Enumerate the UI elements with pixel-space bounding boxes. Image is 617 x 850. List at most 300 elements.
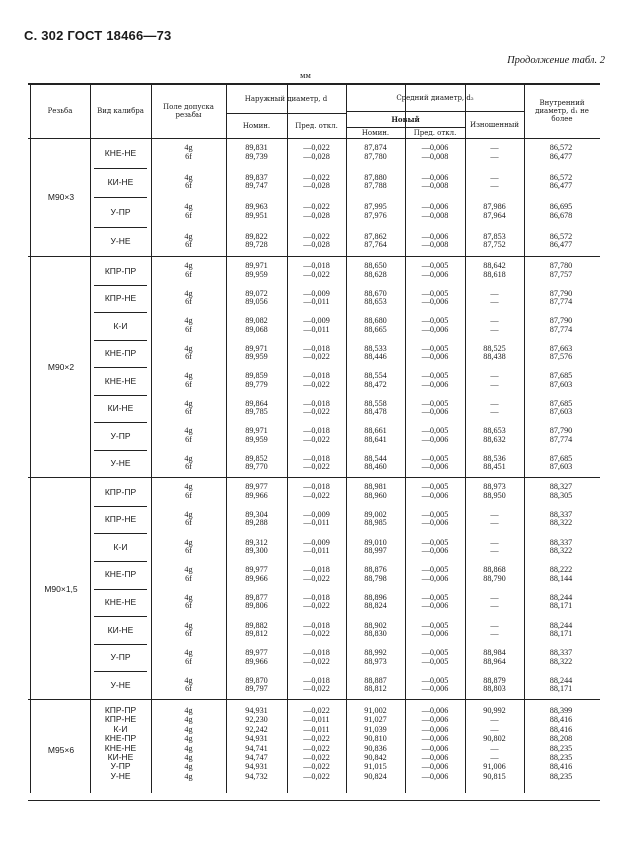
pitch-nominal-cell (346, 138, 405, 168)
outer-nominal-value: 89,068 (245, 324, 268, 334)
worn-cell (465, 395, 524, 423)
tolerance-cell (151, 312, 226, 340)
outer-deviation-value: —0,009 (303, 288, 330, 298)
tolerance-value: 4g (184, 316, 193, 326)
outer-nominal-cell (226, 561, 287, 589)
pitch-nominal-value: 88,992 (364, 648, 387, 658)
outer-deviation-value: —0,022 (303, 172, 330, 182)
pitch-nominal-value: 88,544 (364, 453, 387, 463)
pitch-nominal-cell (346, 478, 405, 506)
inner-diameter-cell (524, 285, 598, 313)
pitch-nominal-value: 88,661 (364, 426, 387, 436)
gauge-type-cell: КИ-НЕ (107, 752, 134, 762)
worn-value: — (490, 601, 499, 611)
inner-diameter-cell (524, 367, 598, 395)
gauge-type-cell: К-И (113, 541, 128, 552)
pitch-deviation-cell (405, 533, 465, 561)
worn-value: 88,790 (483, 573, 506, 583)
worn-value: 88,642 (483, 261, 506, 271)
worn-value: — (490, 379, 499, 389)
pitch-nominal-cell: 90,836 (364, 743, 387, 753)
outer-deviation-cell (287, 616, 346, 644)
worn-value: 88,868 (483, 565, 506, 575)
outer-nominal-value: 89,864 (245, 398, 268, 408)
pitch-deviation-value: —0,006 (421, 628, 449, 638)
pitch-deviation-value: —0,006 (421, 324, 449, 334)
outer-nominal-cell: 94,732 (245, 771, 268, 781)
header-pitch-diameter: Средний диаметр, d₂ (396, 93, 474, 102)
inner-diameter-cell: 88,208 (549, 734, 573, 744)
outer-deviation-value: —0,018 (303, 398, 330, 408)
pitch-deviation-value: —0,005 (421, 482, 449, 492)
gauge-type-cell: КИ-НЕ (107, 177, 134, 188)
pitch-nominal-value: 88,472 (364, 379, 387, 389)
outer-nominal-cell (226, 227, 287, 257)
pitch-nominal-cell (346, 312, 405, 340)
inner-diameter-cell (524, 671, 598, 699)
tolerance-value: 6f (185, 210, 192, 220)
tolerance-value: 6f (185, 181, 192, 191)
worn-cell: 90,815 (483, 771, 506, 781)
pitch-nominal-value: 88,896 (364, 592, 387, 602)
tolerance-value: 4g (184, 565, 193, 575)
outer-deviation-cell (287, 395, 346, 423)
outer-nominal-value: 89,971 (245, 261, 268, 271)
tolerance-value: 4g (184, 172, 193, 182)
pitch-nominal-value: 88,650 (364, 261, 387, 271)
thread-designation: М90×3 (47, 192, 75, 202)
inner-diameter-cell (524, 312, 598, 340)
outer-deviation-cell (287, 285, 346, 313)
pitch-deviation-cell: —0,006 (421, 734, 449, 744)
outer-nominal-cell (226, 395, 287, 423)
worn-value: — (490, 181, 499, 191)
inner-diameter-value: 87,603 (549, 379, 573, 389)
header-thread: Резьба (47, 107, 73, 115)
pitch-deviation-value: —0,005 (421, 592, 449, 602)
tolerance-value: 6f (185, 407, 192, 417)
worn-value: — (490, 316, 499, 326)
tolerance-cell (151, 395, 226, 423)
outer-deviation-cell (287, 138, 346, 168)
inner-diameter-value: 86,477 (549, 240, 573, 250)
pitch-nominal-value: 88,460 (364, 462, 387, 472)
outer-nominal-cell: 94,931 (245, 706, 268, 715)
inner-diameter-value: 87,774 (549, 297, 573, 307)
pitch-deviation-value: —0,006 (421, 518, 449, 528)
worn-cell (465, 197, 524, 227)
pitch-nominal-value: 87,780 (364, 151, 387, 161)
pitch-deviation-value: —0,008 (421, 181, 449, 191)
gauge-type-cell: КНЕ-ПР (104, 348, 137, 359)
inner-diameter-cell (524, 616, 598, 644)
outer-nominal-cell (226, 671, 287, 699)
outer-deviation-value: —0,018 (303, 675, 330, 685)
pitch-nominal-cell (346, 506, 405, 534)
tolerance-value: 4g (184, 648, 193, 658)
tolerance-cell (151, 340, 226, 368)
outer-nominal-value: 89,739 (245, 151, 268, 161)
pitch-nominal-value: 87,874 (364, 143, 387, 153)
worn-cell (465, 506, 524, 534)
inner-diameter-cell (524, 422, 598, 450)
pitch-deviation-cell (405, 616, 465, 644)
tolerance-cell (151, 367, 226, 395)
worn-cell: — (490, 715, 499, 725)
tolerance-value: 4g (184, 371, 193, 381)
outer-nominal-value: 89,877 (245, 592, 268, 602)
pitch-nominal-value: 87,995 (364, 202, 387, 212)
pitch-deviation-cell (405, 644, 465, 672)
tolerance-value: 4g (184, 288, 193, 298)
outer-deviation-value: —0,022 (303, 143, 330, 153)
gauge-type-cell: У-ПР (110, 652, 131, 663)
worn-value: — (490, 537, 499, 547)
thread-designation: М95×6 (47, 745, 75, 755)
inner-diameter-value: 88,244 (549, 620, 573, 630)
outer-nominal-value: 89,859 (245, 371, 268, 381)
outer-deviation-value: —0,018 (303, 565, 330, 575)
pitch-nominal-value: 88,558 (364, 398, 387, 408)
worn-cell (465, 312, 524, 340)
worn-value: — (490, 288, 499, 298)
inner-diameter-cell (524, 589, 598, 617)
pitch-nominal-value: 87,976 (364, 210, 387, 220)
gauge-type-cell: КПР-ПР (104, 705, 137, 715)
tolerance-value: 6f (185, 518, 192, 528)
outer-nominal-value: 89,728 (245, 240, 268, 250)
pitch-nominal-value: 88,446 (364, 352, 387, 362)
outer-nominal-value: 89,951 (245, 210, 268, 220)
tolerance-value: 4g (184, 261, 193, 271)
pitch-nominal-cell (346, 168, 405, 198)
pitch-deviation-cell (405, 589, 465, 617)
worn-cell (465, 285, 524, 313)
pitch-nominal-value: 88,641 (364, 434, 387, 444)
inner-diameter-value: 88,322 (549, 656, 573, 666)
worn-value: 87,964 (483, 210, 506, 220)
tolerance-cell (151, 589, 226, 617)
inner-diameter-value: 88,305 (549, 490, 573, 500)
pitch-deviation-cell (405, 312, 465, 340)
worn-value: — (490, 151, 499, 161)
tolerance-value: 6f (185, 269, 192, 279)
pitch-deviation-value: —0,006 (421, 379, 449, 389)
inner-diameter-value: 86,477 (549, 151, 573, 161)
inner-diameter-value: 88,337 (549, 537, 573, 547)
outer-nominal-value: 89,747 (245, 181, 268, 191)
outer-nominal-value: 89,882 (245, 620, 268, 630)
tolerance-cell: 4g (184, 753, 193, 762)
worn-value: 88,984 (483, 648, 506, 658)
inner-diameter-value: 88,171 (549, 684, 573, 694)
outer-deviation-value: —0,011 (303, 297, 330, 307)
outer-deviation-value: —0,022 (303, 231, 330, 241)
page-header: С. 302 ГОСТ 18466—73 (24, 28, 172, 43)
worn-value: — (490, 592, 499, 602)
pitch-nominal-value: 87,764 (364, 240, 387, 250)
tolerance-value: 4g (184, 398, 193, 408)
inner-diameter-value: 88,171 (549, 628, 573, 638)
inner-diameter-cell (524, 561, 598, 589)
pitch-deviation-value: —0,006 (421, 172, 449, 182)
pitch-deviation-value: —0,008 (421, 240, 449, 250)
outer-nominal-cell (226, 644, 287, 672)
inner-diameter-cell (524, 168, 598, 198)
inner-diameter-value: 88,244 (549, 675, 573, 685)
tolerance-value: 6f (185, 601, 192, 611)
outer-deviation-value: —0,022 (303, 573, 330, 583)
pitch-nominal-value: 87,880 (364, 172, 387, 182)
inner-diameter-value: 87,685 (549, 453, 573, 463)
outer-nominal-cell (226, 422, 287, 450)
inner-diameter-value: 86,572 (549, 172, 573, 182)
outer-deviation-cell: —0,022 (303, 734, 330, 744)
outer-deviation-value: —0,022 (303, 434, 330, 444)
column-rule (30, 83, 31, 793)
tolerance-cell: 4g (184, 724, 193, 734)
inner-diameter-cell: 88,235 (549, 743, 573, 753)
inner-diameter-value: 86,477 (549, 181, 573, 191)
inner-diameter-value: 86,572 (549, 143, 573, 153)
gauge-type-cell: КПР-НЕ (104, 714, 137, 725)
outer-nominal-cell (226, 138, 287, 168)
tolerance-value: 4g (184, 675, 193, 685)
pitch-nominal-value: 89,002 (364, 510, 387, 520)
pitch-nominal-value: 88,824 (364, 601, 387, 611)
worn-cell (465, 367, 524, 395)
worn-value: 88,618 (483, 269, 506, 279)
inner-diameter-value: 88,322 (549, 546, 573, 556)
worn-value: — (490, 546, 499, 556)
tolerance-cell (151, 422, 226, 450)
pitch-nominal-cell: 91,002 (364, 706, 387, 715)
outer-nominal-value: 89,959 (245, 352, 268, 362)
outer-nominal-value: 89,082 (245, 316, 268, 326)
worn-value: — (490, 324, 499, 334)
worn-cell (465, 478, 524, 506)
outer-deviation-cell (287, 671, 346, 699)
tolerance-value: 6f (185, 628, 192, 638)
outer-deviation-value: —0,022 (303, 407, 330, 417)
outer-nominal-cell (226, 589, 287, 617)
inner-diameter-cell (524, 506, 598, 534)
outer-deviation-value: —0,028 (303, 240, 330, 250)
outer-deviation-value: —0,022 (303, 628, 330, 638)
tolerance-value: 4g (184, 143, 193, 153)
outer-deviation-value: —0,028 (303, 151, 330, 161)
inner-diameter-cell (524, 227, 598, 257)
pitch-nominal-value: 88,887 (364, 675, 387, 685)
outer-deviation-cell (287, 422, 346, 450)
header-tolerance: Поле допуска резьбы (163, 103, 214, 119)
pitch-deviation-value: —0,006 (421, 462, 449, 472)
inner-diameter-cell (524, 197, 598, 227)
pitch-deviation-value: —0,006 (421, 231, 449, 241)
worn-value: 88,525 (483, 343, 506, 353)
pitch-nominal-value: 87,788 (364, 181, 387, 191)
inner-diameter-value: 87,774 (549, 324, 573, 334)
outer-deviation-value: —0,018 (303, 620, 330, 630)
inner-diameter-cell (524, 340, 598, 368)
outer-nominal-value: 89,806 (245, 601, 268, 611)
pitch-nominal-cell (346, 589, 405, 617)
pitch-deviation-value: —0,008 (421, 151, 449, 161)
pitch-deviation-value: —0,005 (421, 453, 449, 463)
outer-deviation-value: —0,018 (303, 426, 330, 436)
inner-diameter-cell: 88,235 (549, 771, 573, 781)
tolerance-value: 6f (185, 573, 192, 583)
pitch-deviation-value: —0,005 (421, 261, 449, 271)
outer-deviation-cell (287, 312, 346, 340)
pitch-deviation-value: —0,005 (421, 510, 449, 520)
tolerance-value: 6f (185, 434, 192, 444)
gauge-type-cell: К-И (113, 320, 128, 331)
pitch-deviation-value: —0,005 (421, 675, 449, 685)
pitch-deviation-value: —0,005 (421, 371, 449, 381)
pitch-nominal-value: 88,973 (364, 656, 387, 666)
pitch-nominal-value: 89,010 (364, 537, 387, 547)
pitch-deviation-value: —0,006 (421, 573, 449, 583)
pitch-deviation-cell: —0,006 (421, 743, 449, 753)
inner-diameter-value: 88,244 (549, 592, 573, 602)
outer-deviation-value: —0,011 (303, 546, 330, 556)
outer-nominal-cell: 92,242 (245, 724, 268, 734)
table-continuation-label: Продолжение табл. 2 (507, 55, 605, 66)
header-pitch-nominal: Номин. (361, 129, 390, 137)
gauge-type-cell: КНЕ-НЕ (104, 147, 137, 158)
inner-diameter-value: 87,685 (549, 398, 573, 408)
pitch-nominal-value: 88,902 (364, 620, 387, 630)
tolerance-cell (151, 478, 226, 506)
worn-cell (465, 168, 524, 198)
gauge-type-cell: У-НЕ (110, 679, 131, 690)
inner-diameter-value: 88,144 (549, 573, 573, 583)
gauge-type-cell: КНЕ-НЕ (104, 742, 137, 753)
outer-deviation-value: —0,022 (303, 352, 330, 362)
tolerance-value: 6f (185, 462, 192, 472)
outer-nominal-cell (226, 367, 287, 395)
inner-diameter-value: 87,603 (549, 407, 573, 417)
pitch-nominal-cell: 90,824 (364, 771, 387, 781)
worn-cell: 91,006 (483, 762, 506, 772)
pitch-nominal-value: 88,812 (364, 684, 387, 694)
pitch-deviation-value: —0,006 (421, 684, 449, 694)
outer-nominal-value: 89,056 (245, 297, 268, 307)
pitch-nominal-value: 88,653 (364, 297, 387, 307)
inner-diameter-value: 87,790 (549, 426, 573, 436)
gauge-type-cell: У-ПР (110, 430, 131, 441)
gauge-type-cell: У-ПР (110, 206, 131, 217)
worn-value: 88,964 (483, 656, 506, 666)
gauge-type-cell: У-НЕ (110, 770, 131, 781)
outer-nominal-value: 89,288 (245, 518, 268, 528)
worn-cell (465, 227, 524, 257)
tolerance-cell (151, 138, 226, 168)
outer-nominal-cell: 94,931 (245, 734, 268, 744)
worn-value: 87,752 (483, 240, 506, 250)
pitch-nominal-cell (346, 367, 405, 395)
tolerance-cell (151, 533, 226, 561)
thread-designation: М90×2 (47, 362, 75, 372)
pitch-deviation-cell (405, 285, 465, 313)
tolerance-cell: 4g (184, 771, 193, 781)
worn-value: — (490, 371, 499, 381)
tolerance-value: 4g (184, 510, 193, 520)
pitch-deviation-cell: —0,006 (421, 762, 449, 772)
worn-value: 88,438 (483, 352, 506, 362)
outer-deviation-value: —0,018 (303, 453, 330, 463)
pitch-nominal-cell (346, 197, 405, 227)
outer-deviation-cell: —0,022 (303, 743, 330, 753)
inner-diameter-value: 87,780 (549, 261, 573, 271)
worn-cell: 90,992 (483, 706, 506, 715)
outer-deviation-value: —0,018 (303, 648, 330, 658)
pitch-nominal-value: 88,665 (364, 324, 387, 334)
outer-nominal-cell (226, 533, 287, 561)
worn-value: — (490, 510, 499, 520)
pitch-deviation-value: —0,005 (421, 288, 449, 298)
inner-diameter-cell (524, 533, 598, 561)
pitch-nominal-value: 88,997 (364, 546, 387, 556)
pitch-deviation-value: —0,006 (421, 601, 449, 611)
worn-value: 88,973 (483, 482, 506, 492)
inner-diameter-cell: 88,416 (549, 724, 573, 734)
outer-deviation-value: —0,018 (303, 592, 330, 602)
inner-diameter-value: 87,603 (549, 462, 573, 472)
section-rule (28, 800, 600, 801)
worn-cell (465, 138, 524, 168)
outer-deviation-value: —0,018 (303, 343, 330, 353)
pitch-deviation-value: —0,005 (421, 620, 449, 630)
outer-nominal-cell (226, 450, 287, 478)
outer-nominal-value: 89,812 (245, 628, 268, 638)
units-label: мм (300, 72, 311, 80)
outer-nominal-value: 89,971 (245, 343, 268, 353)
pitch-nominal-value: 88,533 (364, 343, 387, 353)
outer-nominal-value: 89,870 (245, 675, 268, 685)
tolerance-cell (151, 561, 226, 589)
worn-cell (465, 671, 524, 699)
tolerance-value: 6f (185, 684, 192, 694)
gauge-type-cell: К-И (113, 723, 128, 734)
inner-diameter-value: 87,685 (549, 371, 573, 381)
worn-cell: — (490, 724, 499, 734)
pitch-nominal-cell (346, 533, 405, 561)
pitch-nominal-cell (346, 340, 405, 368)
tolerance-value: 6f (185, 352, 192, 362)
pitch-nominal-cell (346, 450, 405, 478)
tolerance-cell (151, 506, 226, 534)
gauge-type-cell: КИ-НЕ (107, 403, 134, 414)
header-gauge-type: Вид калибра (97, 107, 144, 115)
pitch-deviation-cell (405, 168, 465, 198)
outer-nominal-value: 89,966 (245, 573, 268, 583)
outer-nominal-value: 89,837 (245, 172, 268, 182)
outer-nominal-cell (226, 285, 287, 313)
inner-diameter-cell (524, 138, 598, 168)
tolerance-cell (151, 616, 226, 644)
outer-deviation-value: —0,009 (303, 510, 330, 520)
tolerance-value: 6f (185, 297, 192, 307)
outer-nominal-value: 89,831 (245, 143, 268, 153)
pitch-nominal-cell: 91,015 (364, 762, 387, 772)
outer-deviation-cell (287, 367, 346, 395)
gauge-type-cell: КПР-ПР (104, 486, 137, 497)
worn-value: — (490, 628, 499, 638)
inner-diameter-value: 88,337 (549, 510, 573, 520)
pitch-deviation-cell (405, 227, 465, 257)
